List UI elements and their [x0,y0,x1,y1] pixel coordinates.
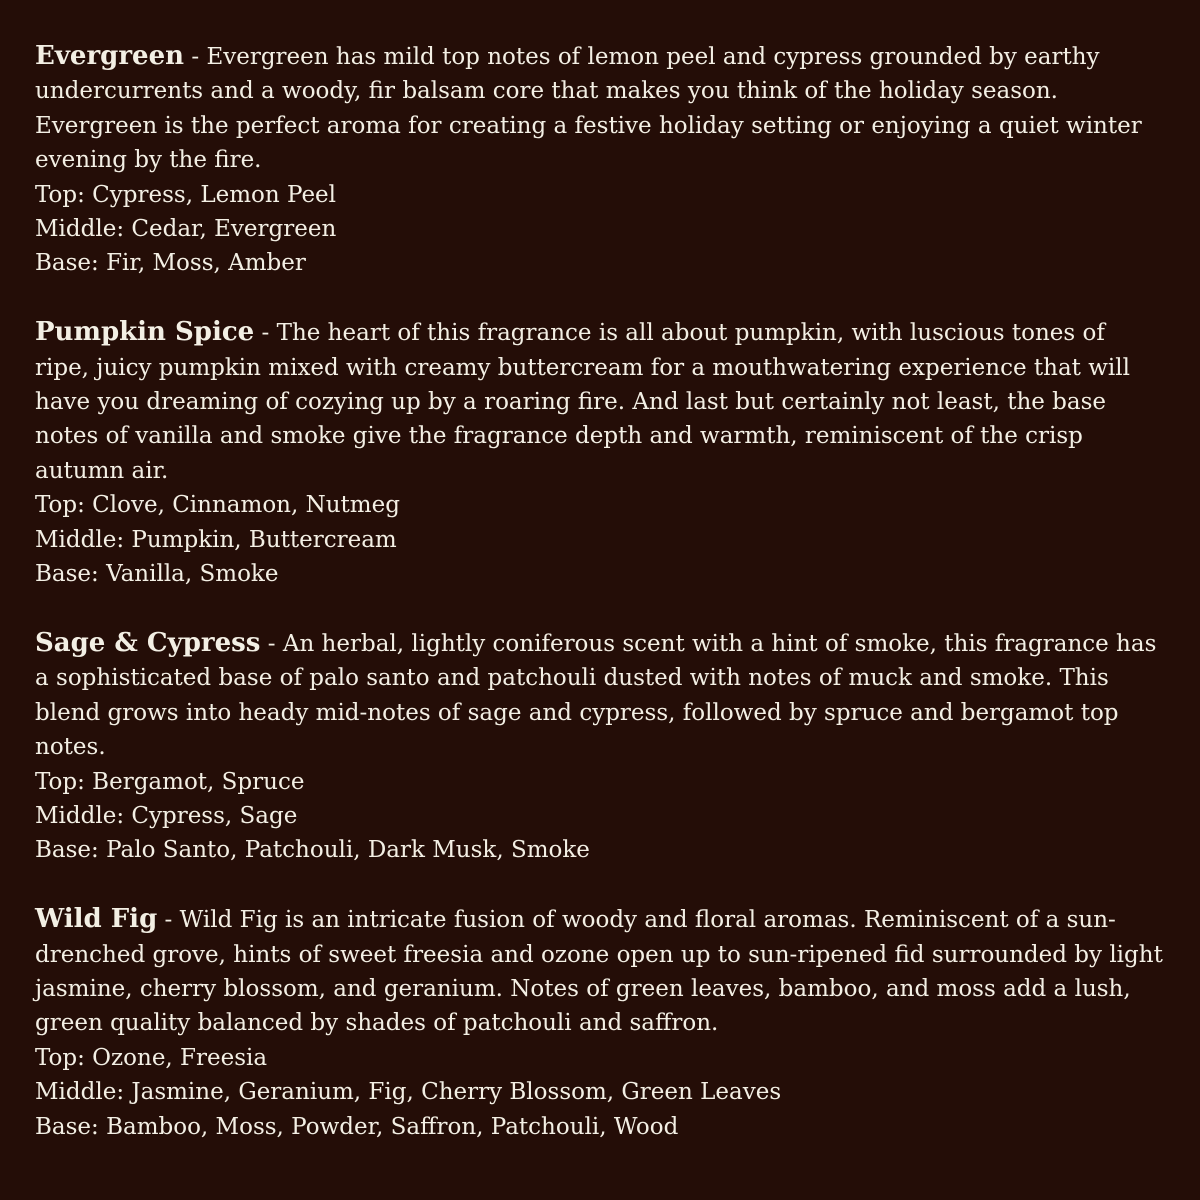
scent-description-paragraph [35,39,1166,178]
separator: - [254,320,277,347]
scent-pumpkin-spice [35,315,1166,591]
scent-description-paragraph [35,626,1166,765]
scent-name: Wild Fig [35,904,158,935]
scent-description: An herbal, lightly coniferous scent with a hint of smoke, this fragrance has a sophisticated base of palo santo and patchouli dusted with notes of muck and smoke. This blend grows into heady mid-notes of sage and cypress, followed by spruce and bergamot top notes. [35,630,1157,761]
scent-wild-fig [35,902,1166,1144]
middle-notes: Middle: Cypress, Sage [35,802,298,829]
scent-description-paragraph [35,315,1166,488]
middle-notes: Middle: Jasmine, Geranium, Fig, Cherry Blossom, Green Leaves [35,1079,782,1106]
scent-description: The heart of this fragrance is all about pumpkin, with luscious tones of ripe, juicy pumpkin mixed with creamy buttercream for a mouthwatering experience that will have you dreaming of cozying up by a roaring fire. And last but certainly not least, the base notes of vanilla and smoke give the fragrance depth and warmth, reminiscent of the crisp autumn air. [35,320,1130,484]
separator: - [260,630,283,657]
scent-description-paragraph [35,902,1166,1041]
top-notes: Top: Ozone, Freesia [35,1044,268,1071]
separator: - [184,44,207,70]
scent-description: Wild Fig is an intricate fusion of woody and floral aromas. Reminiscent of a sun-drenched grove, hints of sweet freesia and ozone open up to sun-ripened fid surrounded by light jasmine, cherry blossom, and geranium. Notes of green leaves, bamboo, and moss add a lush, green quality balanced by shades of patchouli and saffron. [35,907,1163,1037]
scent-name: Evergreen [35,41,185,71]
base-notes: Base: Fir, Moss, Amber [35,250,306,277]
separator: - [157,907,180,934]
scent-evergreen [35,39,1166,281]
scent-description: Evergreen has mild top notes of lemon peel and cypress grounded by earthy undercurrents and a woody, fir balsam core that makes you think of the holiday season. Evergreen is the perfect aroma for creating a festive holiday setting or enjoying a quiet winter evening by the fire. [35,44,1142,174]
base-notes: Base: Bamboo, Moss, Powder, Saffron, Patchouli, Wood [35,1113,679,1140]
top-notes: Top: Clove, Cinnamon, Nutmeg [35,492,400,519]
scent-name: Sage & Cypress [35,627,261,658]
middle-notes: Middle: Pumpkin, Buttercream [35,526,397,553]
scent-name: Pumpkin Spice [35,317,255,348]
top-notes: Top: Cypress, Lemon Peel [35,181,337,208]
top-notes: Top: Bergamot, Spruce [35,768,305,795]
scent-sage-cypress [35,626,1166,868]
base-notes: Base: Palo Santo, Patchouli, Dark Musk, Smoke [35,837,590,864]
middle-notes: Middle: Cedar, Evergreen [35,216,337,243]
base-notes: Base: Vanilla, Smoke [35,561,279,588]
